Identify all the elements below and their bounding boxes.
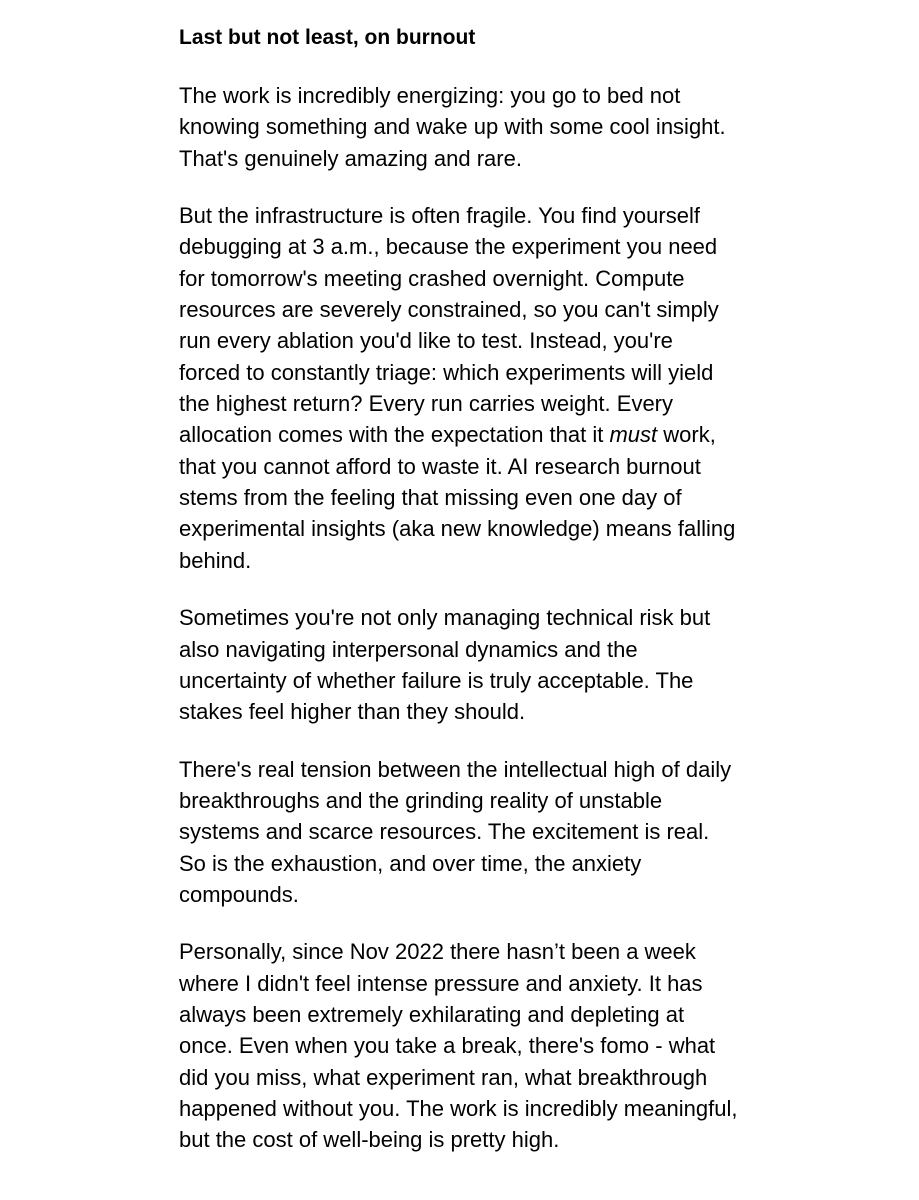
paragraph-line: The work is incredibly energizing: you go to bed not	[179, 83, 681, 108]
emphasized-word: must	[609, 422, 658, 448]
paragraph-line: always been extremely exhilarating and depleting at	[179, 1001, 685, 1027]
paragraph-line: where I didn't feel intense pressure and anxiety. It has	[179, 970, 703, 996]
article	[179, 22, 819, 1182]
line-text: work,	[657, 422, 716, 448]
paragraph-energizing	[179, 80, 819, 174]
paragraph-line: debugging at 3 a.m., because the experiment you need	[179, 234, 718, 260]
paragraph-line: happened without you. The work is incredibly meaningful,	[179, 1095, 738, 1121]
paragraph-line: resources are severely constrained, so you can't simply	[179, 297, 719, 323]
paragraph-line: but the cost of well-being is pretty high.	[179, 1127, 560, 1153]
paragraph-line: uncertainty of whether failure is truly acceptable. The	[179, 667, 694, 693]
paragraph-line: systems and scarce resources. The excitement is real.	[179, 819, 710, 845]
paragraph-line: compounds.	[179, 881, 299, 907]
paragraph-line: breakthroughs and the grinding reality of unstable	[179, 787, 663, 813]
paragraph-line-with-emphasis	[179, 419, 819, 450]
paragraph-line: So is the exhaustion, and over time, the anxiety	[179, 850, 642, 876]
paragraph-line: Sometimes you're not only managing technical risk but	[179, 605, 711, 631]
paragraph-line: the highest return? Every run carries weight. Every	[179, 391, 674, 417]
paragraph-line: That's genuinely amazing and rare.	[179, 145, 522, 171]
paragraph-line: knowing something and wake up with some cool insight.	[179, 114, 726, 140]
paragraph-line: once. Even when you take a break, there's fomo - what	[179, 1033, 716, 1059]
paragraph-line: did you miss, what experiment ran, what breakthrough	[179, 1064, 708, 1090]
article-heading: Last but not least, on burnout	[179, 26, 476, 49]
line-text: allocation comes with the expectation that it	[179, 422, 610, 448]
paragraph-personally	[179, 936, 819, 1155]
paragraph-line: run every ablation you'd like to test. Instead, you're	[179, 328, 673, 354]
paragraph-infrastructure	[179, 200, 819, 576]
paragraph-line: But the infrastructure is often fragile. You find yourself	[179, 203, 700, 229]
paragraph-line: experimental insights (aka new knowledge) means falling	[179, 516, 736, 542]
paragraph-line: stems from the feeling that missing even one day of	[179, 485, 682, 511]
paragraph-line: forced to constantly triage: which experiments will yield	[179, 359, 714, 385]
paragraph-line: that you cannot afford to waste it. AI research burnout	[179, 453, 701, 479]
paragraph-interpersonal	[179, 602, 819, 727]
paragraph-line: for tomorrow's meeting crashed overnight. Compute	[179, 265, 685, 291]
paragraph-tension	[179, 754, 819, 911]
paragraph-line: stakes feel higher than they should.	[179, 699, 526, 725]
paragraph-line: Personally, since Nov 2022 there hasn’t been a week	[179, 939, 696, 965]
paragraph-line: also navigating interpersonal dynamics and the	[179, 636, 638, 662]
paragraph-line: There's real tension between the intellectual high of daily	[179, 756, 732, 782]
paragraph-line: behind.	[179, 547, 252, 573]
